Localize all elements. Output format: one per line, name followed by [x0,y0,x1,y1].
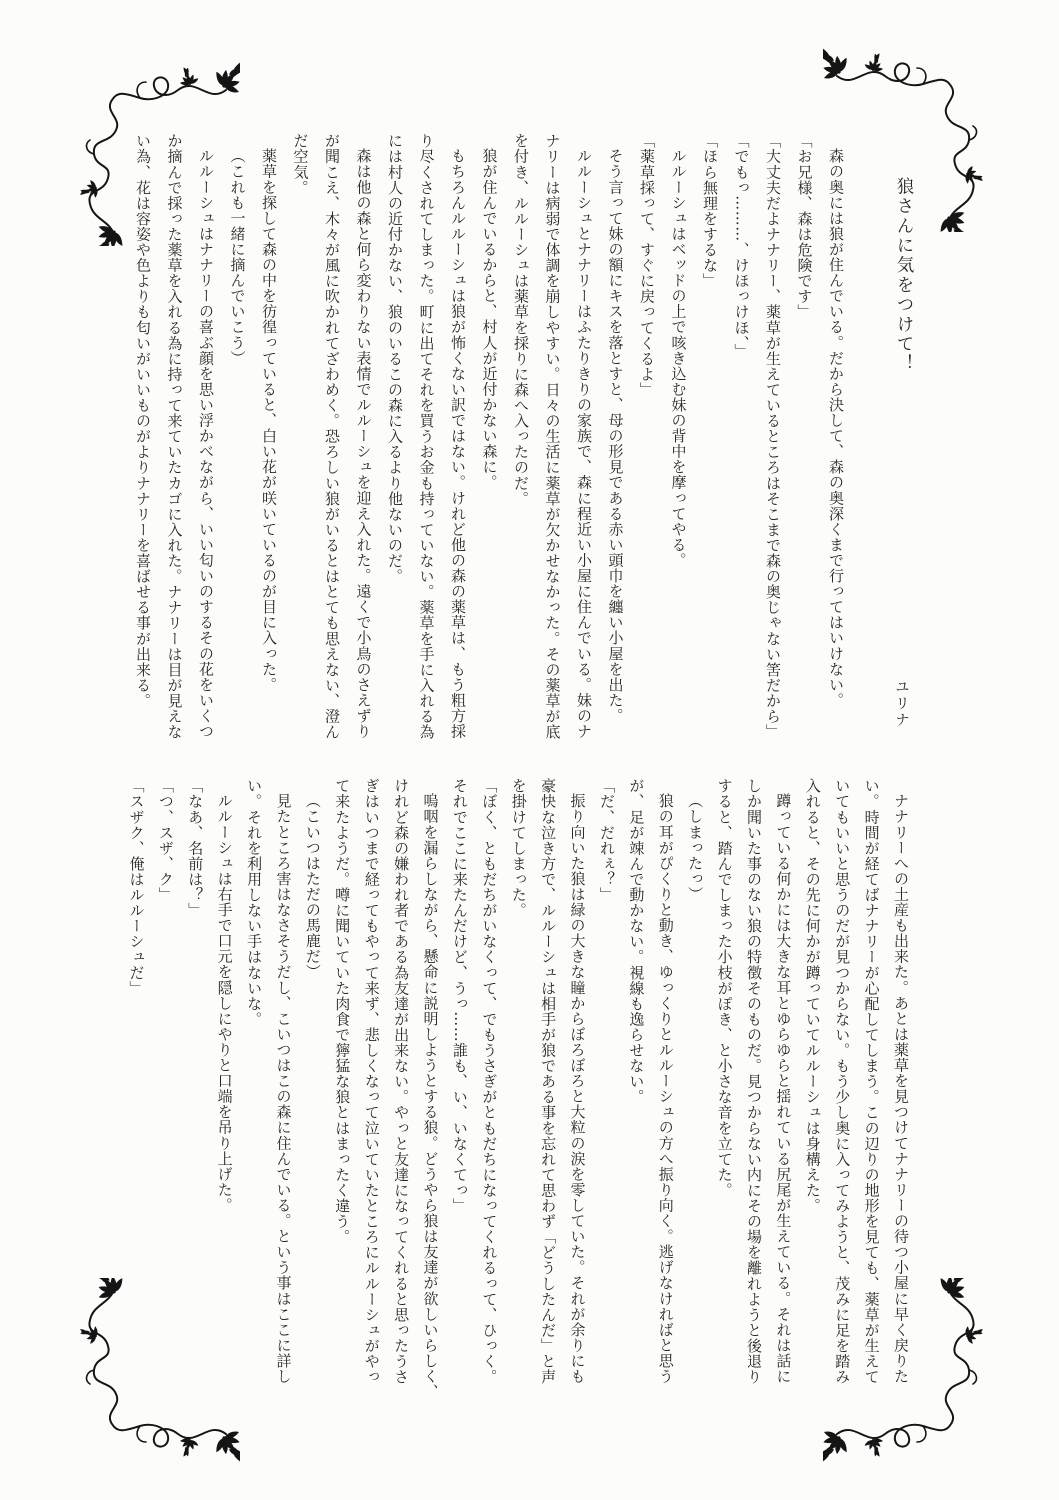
text-column: 「スザク、俺はルルーシュだ」 [127,778,146,996]
text-column: い為、花は容姿や色よりも匂いがいいものがよりナナリーを喜ばせる事が出来る。 [134,133,152,709]
text-column: 嗚咽を漏らしながら、懸命に説明しようとする狼。どうやら狼は友達が欲しいらしく、 [421,793,440,1400]
text-column: 薬草を探して森の中を彷徨っていると、白い花が咲いているのが目に入った。 [260,148,278,693]
title-column [879,133,913,750]
text-column: 「大丈夫だよナナリー、薬草が生えているところはそこまで森の奥じゃない筈だから」 [764,133,782,740]
text-column: ルルーシュとナナリーはふたりきりの家族で、森に程近い小屋に住んでいる。妹のナ [575,148,593,739]
text-column: 見たところ害はなさそうだし、こいつはこの森に住んでいる。という事はここに詳し [274,793,293,1384]
text-column: か摘んで採った薬草を入れる為に持って来ていたカゴに入れた。ナナリーは目が見えな [165,133,184,740]
text-column: 「だ、だれぇ？」 [597,778,616,903]
text-column: い。時間が経てばナナリーが心配してしまう。この辺りの地形を見ても、薬草が生えて [862,778,881,1385]
text-column: それでここに来たんだけど、うっ……誰も、い、いなくてっ」 [450,778,469,1214]
text-column: 狼が住んでいるからと、村人が近付かない森に。 [480,148,499,491]
text-column: （これも一緒に摘んでいこう） [228,148,247,366]
text-column: けれど森の嫌われ者である為友達が出来ない。やっと友達になってくれると思ったうさ [392,778,411,1385]
text-column: ぎはいつまで経ってもやって来ず、悲しくなって泣いていたところにルルーシュがやっ [362,778,381,1385]
title-gap [851,133,879,750]
author-name: ユリナ [893,678,909,728]
text-column: 「薬草採って、すぐに戻ってくるよ」 [638,133,656,398]
text-column: り尽くされてしまった。町に出てそれを買うお金も持っていない。薬草を手に入れる為 [417,133,436,740]
text-column: （こいつはただの馬鹿だ） [303,793,322,980]
text-column: もちろんルルーシュは狼が怖くない訳ではない。けれど他の森の薬草は、もう粗方採 [449,148,467,739]
text-column: しか聞いた事のない狼の特徴そのものだ。見つからない内にその場を離れようと後退り [744,778,763,1385]
text-column: を掛けてしまった。 [509,778,528,918]
text-column: 豪快な泣き方で、ルルーシュは相手が狼である事を忘れて思わず「どうしたんだ」と声 [539,778,558,1385]
text-column: が聞こえ、木々が風に吹かれてざわめく。恐ろしい狼がいるとはとても思えない、澄ん [323,133,341,740]
story-title: 狼さんに気をつけて！ [894,177,914,374]
text-column: 「ぼく、ともだちがいなくって、でもうさぎがともだちになってくれるって、ひっく。 [480,778,499,1385]
text-column: には村人の近付かない、狼のいるこの森に入るより他ないのだ。 [386,133,404,584]
text-column: 森は他の森と何ら変わりない表情でルルーシュを迎え入れた。遠くで小鳥のさえずり [354,148,373,739]
text-column: を付き、ルルーシュは薬草を採りに森へ入ったのだ。 [512,133,530,507]
text-column: 「なあ、名前は？」 [186,778,205,918]
text-column: 森の奥には狼が住んでいる。だから決して、森の奥深くまで行ってはいけない。 [827,148,845,708]
text-column: 「お兄様、森は危険です」 [795,133,814,320]
text-column: ナリーは病弱で体調を崩しやすい。日々の生活に薬草が欠かせなかった。その薬草が底 [543,133,562,740]
text-column: （しまったっ） [686,793,705,902]
text-column: すると、踏んでしまった小枝がぽき、と小さな音を立てた。 [715,778,734,1198]
text-column: て来たようだ。噂に聞いていた肉食で獰猛な狼とはまったく違う。 [333,778,352,1245]
text-column: 「でもっ………、けほっけほ、」 [732,133,751,359]
text-column: だ空気。 [291,133,310,196]
text-column: ルルーシュはベッドの上で咳き込む妹の背中を摩ってやる。 [669,148,688,568]
text-column: が、足が竦んで動かない。視線も逸らせない。 [627,778,646,1105]
text-column: 蹲っている何かには大きな耳とゆらゆらと揺れている尻尾が生えている。それは話に [774,793,793,1384]
text-column: ナナリーへの土産も出来た。あとは薬草を見つけてナナリーの待つ小屋に早く戻りた [892,793,910,1384]
text-column: 振り向いた狼は緑の大きな瞳からぼろぼろと大粒の涙を零していた。それが余りにも [568,793,587,1384]
text-column: 「ほら無理をするな」 [701,133,719,289]
text-column: ルルーシュはナナリーの喜ぶ顔を思い浮かべながら、いい匂いのするその花をいくつ [197,148,215,739]
text-column: い。それを利用しない手はないな。 [245,778,264,1027]
text-column: 狼の耳がぴくりと動き、ゆっくりとルルーシュの方へ振り向く。逃げなければと思う [656,793,675,1384]
text-column: ルルーシュは右手で口元を隠しにやりと口端を吊り上げた。 [215,793,234,1213]
text-column: そう言って妹の額にキスを落とすと、母の形見である赤い頭巾を纏い小屋を出た。 [606,148,625,724]
story-part-2 [121,778,915,1410]
text-column: 入れると、その先に何かが蹲っていてルルーシュは身構えた。 [803,778,822,1214]
story-part-1 [127,133,914,750]
text-column: 「つ、スザ、ク」 [156,778,175,903]
text-column: いてもいいと思うのだが見つからない。もう少し奥に入ってみようと、茂みに足を踏み [833,778,852,1385]
